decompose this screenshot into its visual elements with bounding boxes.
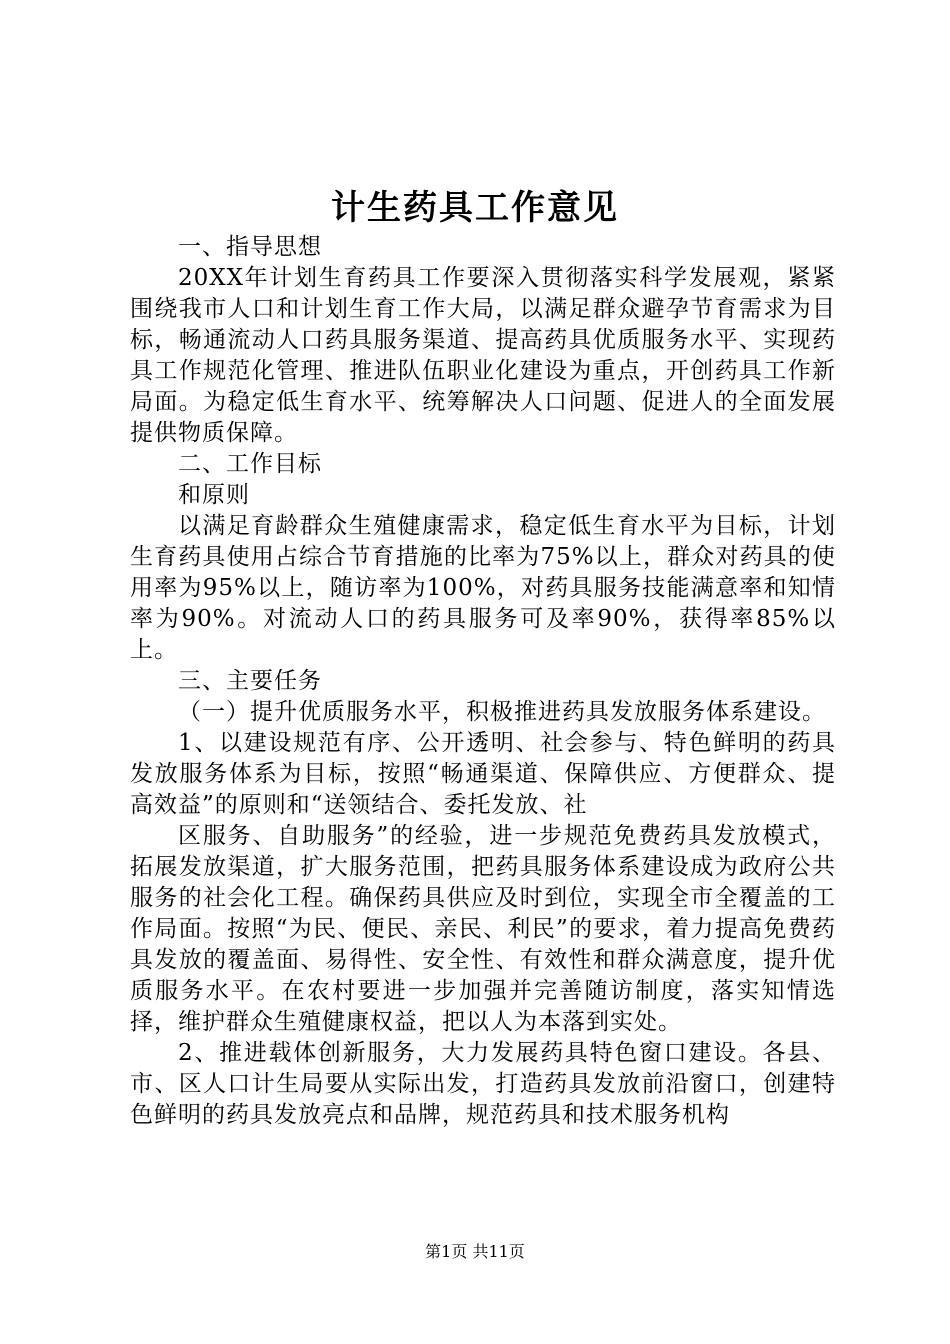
paragraph: 1、以建设规范有序、公开透明、社会参与、特色鲜明的药具发放服务体系为目标，按照“畅通渠道、保障供应、方便群众、提高效益”的原则和“送领结合、委托发放、社 xyxy=(130,730,836,818)
section-heading: 和原则 xyxy=(178,482,250,508)
document-body xyxy=(130,232,836,1131)
section-heading: 二、工作目标 xyxy=(178,451,322,477)
document-title: 计生药具工作意见 xyxy=(331,188,619,228)
section-heading: 三、主要任务 xyxy=(178,668,322,694)
paragraph: （一）提升优质服务水平，积极推进药具发放服务体系建设。 xyxy=(178,699,826,725)
page-footer: 第1页 共11页 xyxy=(425,1242,525,1261)
paragraph: 2、推进载体创新服务，大力发展药具特色窗口建设。各县、市、区人口计生局要从实际出发，打造药具发放前沿窗口，创建特色鲜明的药具发放亮点和品牌，规范药具和技术服务机构 xyxy=(130,1040,836,1128)
paragraph: 20XX年计划生育药具工作要深入贯彻落实科学发展观，紧紧围绕我市人口和计划生育工作大局，以满足群众避孕节育需求为目标，畅通流动人口药具服务渠道、提高药具优质服务水平、实现药具工作规范化管理、推进队伍职业化建设为重点，开创药具工作新局面。为稳定低生育水平、统筹解决人口问题、促进人的全面发展提供物质保障。 xyxy=(130,265,836,446)
paragraph: 以满足育龄群众生殖健康需求，稳定低生育水平为目标，计划生育药具使用占综合节育措施的比率为75%以上，群众对药具的使用率为95%以上，随访率为100%，对药具服务技能满意率和知情率为90%。对流动人口的药具服务可及率90%，获得率85%以上。 xyxy=(130,513,836,663)
paragraph: 区服务、自助服务”的经验，进一步规范免费药具发放模式，拓展发放渠道，扩大服务范围，把药具服务体系建设成为政府公共服务的社会化工程。确保药具供应及时到位，实现全市全覆盖的工作局面。按照“为民、便民、亲民、利民”的要求，着力提高免费药具发放的覆盖面、易得性、安全性、有效性和群众满意度，提升优质服务水平。在农村要进一步加强并完善随访制度，落实知情选择，维护群众生殖健康权益，把以人为本落到实处。 xyxy=(130,823,836,1035)
section-heading: 一、指导思想 xyxy=(178,234,322,260)
